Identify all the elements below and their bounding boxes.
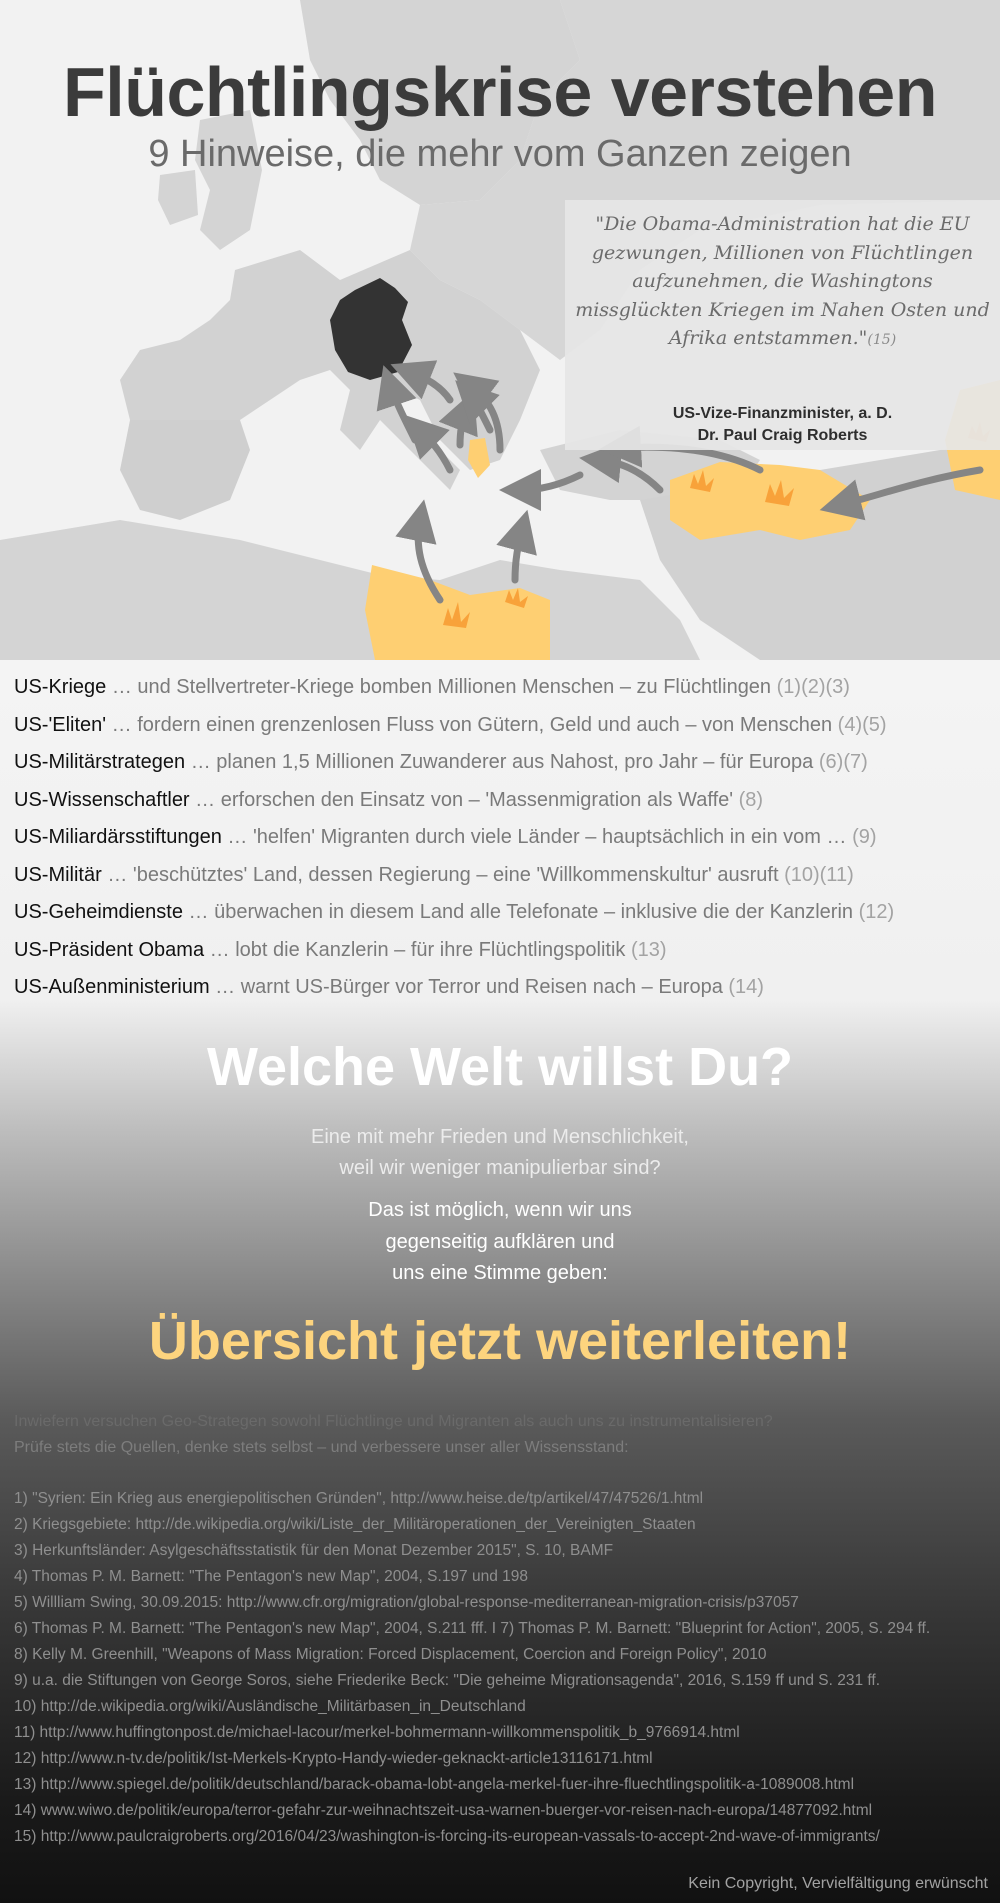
reference-item: 13) http://www.spiegel.de/politik/deutschland/barack-obama-lobt-angela-merkel-fuer-ihre-fluechtlingspolitik-a-1089008.html [14,1776,855,1793]
hints-list [14,676,994,1014]
reference-item: 6) Thomas P. M. Barnett: "The Pentagon's new Map", 2004, S.211 fff. I 7) Thomas P. M. Barnett: "Blueprint for Action", 2005, S. 294 ff. [14,1620,931,1637]
hint-refs: (10)(11) [784,863,854,886]
hint-row [14,864,994,902]
quote-author [565,403,1000,447]
map-area [0,0,1000,660]
cta-statement-line2: gegenseitig aufklären und [385,1230,615,1253]
cta-question-line2: weil wir weniger manipulierbar sind? [339,1157,661,1179]
hint-text: … erforschen den Einsatz von – 'Massenmigration als Waffe' [195,788,734,811]
hint-text: … überwachen in diesem Land alle Telefonate – inklusive die der Kanzlerin [188,901,854,923]
hint-text: … lobt die Kanzlerin – für ihre Flüchtlingspolitik [209,938,626,961]
sources-intro-line1: Inwiefern versuchen Geo-Strategen sowohl Flüchtlinge und Migranten als auch uns zu instrumentalisieren? [14,1413,773,1430]
hint-text: … planen 1,5 Millionen Zuwanderer aus Nahost, pro Jahr – für Europa [190,751,814,773]
hint-key: US-'Eliten' [14,713,107,736]
reference-item: 1) "Syrien: Ein Krieg aus energiepolitischen Gründen", http://www.heise.de/tp/artikel/47/47526/1.html [14,1490,704,1507]
hint-key: US-Miliardärsstiftungen [14,826,222,848]
hint-row [14,751,994,789]
sources-intro [14,1409,994,1461]
hint-refs: (8) [738,788,764,811]
cta-question [0,1122,1000,1184]
reference-item: 4) Thomas P. M. Barnett: "The Pentagon's new Map", 2004, S.197 und 198 [14,1568,529,1585]
hint-refs: (12) [858,901,895,923]
cta-heading: Welche Welt willst Du? [206,1037,794,1097]
reference-item: 8) Kelly M. Greenhill, "Weapons of Mass Migration: Forced Displacement, Coercion and Foreign Policy", 2010 [14,1646,767,1663]
hint-key: US-Außenministerium [14,976,210,998]
quote-ref: (15) [867,332,897,348]
hint-row [14,976,994,1014]
quote-author-title: US-Vize-Finanzminister, a. D. [672,405,893,422]
hint-row [14,901,994,939]
hint-key: US-Militär [14,863,102,886]
hint-text: … 'helfen' Migranten durch viele Länder – hauptsächlich in ein vom … [227,826,847,848]
reference-item: 2) Kriegsgebiete: http://de.wikipedia.org/wiki/Liste_der_Militäroperationen_der_Vereinigten_Staaten [14,1516,696,1533]
hint-text: … fordern einen grenzenlosen Fluss von Gütern, Geld und auch – von Menschen [111,713,833,736]
hint-key: US-Präsident Obama [14,938,205,961]
hint-row [14,826,994,864]
reference-item: 3) Herkunftsländer: Asylgeschäftsstatistik für den Monat Dezember 2015", S. 10, BAMF [14,1542,614,1559]
forward-call: Übersicht jetzt weiterleiten! [148,1311,852,1371]
hint-text: … 'beschütztes' Land, dessen Regierung – eine 'Willkommenskultur' ausruft [107,863,779,886]
hint-key: US-Militärstrategen [14,751,186,773]
hint-refs: (6)(7) [818,751,868,773]
references-list [14,1486,1000,1850]
reference-item: 11) http://www.huffingtonpost.de/michael-lacour/merkel-bohmermann-willkommenspolitik_b_9766914.html [14,1724,740,1741]
page-title: Flüchtlingskrise verstehen [63,53,937,131]
footer-copyright: Kein Copyright, Vervielfältigung erwünscht [688,1875,988,1892]
hint-refs: (13) [630,938,667,961]
cta-statement [0,1195,1000,1290]
cta-question-line1: Eine mit mehr Frieden und Menschlichkeit, [311,1126,689,1148]
reference-item: 9) u.a. die Stiftungen von George Soros, siehe Friederike Beck: "Die geheime Migrationsagenda", 2016, S.159 ff und S. 231 ff. [14,1672,881,1689]
hint-text: … warnt US-Bürger vor Terror und Reisen nach – Europa [215,976,723,998]
hint-refs: (14) [728,976,764,998]
hint-refs: (4)(5) [837,713,887,736]
quote-body: "Die Obama-Administration hat die EU gezwungen, Millionen von Flüchtlingen aufzunehmen, die Washingtons missglückten Kriegen im Nahen Osten und Afrika entstammen." [575,213,990,349]
reference-item: 15) http://www.paulcraigroberts.org/2016/04/23/washington-is-forcing-its-european-vassals-to-accept-2nd-wave-of-immigrants/ [14,1828,880,1845]
hint-row [14,939,994,977]
page-subtitle: 9 Hinweise, die mehr vom Ganzen zeigen [148,133,852,175]
hint-text: … und Stellvertreter-Kriege bomben Millionen Menschen – zu Flüchtlingen [111,676,772,698]
hint-key: US-Wissenschaftler [14,788,190,811]
hint-row [14,676,994,714]
cta-statement-line1: Das ist möglich, wenn wir uns [368,1199,632,1221]
sources-intro-line2: Prüfe stets die Quellen, denke stets selbst – und verbessere unser aller Wissensstand: [14,1439,629,1456]
reference-item: 10) http://de.wikipedia.org/wiki/Ausländische_Militärbasen_in_Deutschland [14,1698,526,1715]
quote-author-name: Dr. Paul Craig Roberts [697,427,868,444]
reference-item: 12) http://www.n-tv.de/politik/Ist-Merkels-Krypto-Handy-wieder-geknackt-article13116171.html [14,1750,653,1767]
hint-key: US-Geheimdienste [14,901,183,923]
quote-text [575,210,990,355]
hint-key: US-Kriege [14,676,107,698]
cta-statement-line3: uns eine Stimme geben: [392,1262,608,1284]
reference-item: 14) www.wiwo.de/politik/europa/terror-gefahr-zur-weihnachtszeit-usa-warnen-buerger-vor-reisen-nach-europa/14877092.html [14,1802,873,1819]
reference-item: 5) Willliam Swing, 30.09.2015: http://www.cfr.org/migration/global-response-mediterranean-migration-crisis/p37057 [14,1594,799,1611]
hint-row [14,789,994,827]
hint-row [14,714,994,752]
hint-refs: (1)(2)(3) [776,676,850,698]
hint-refs: (9) [852,826,877,848]
